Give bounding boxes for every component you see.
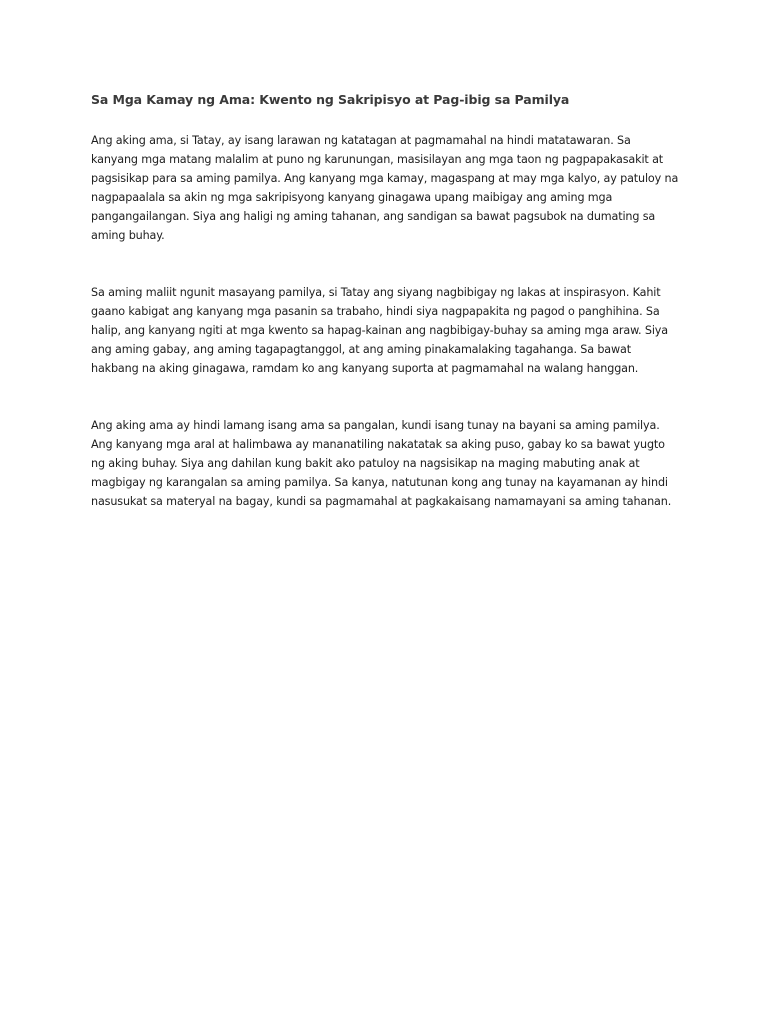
paragraph-line: Ang aking ama, si Tatay, ay isang larawan ng katatagan at pagmamahal na hindi matatawaran. Sa — [91, 134, 631, 147]
paragraph-line: Ang kanyang mga aral at halimbawa ay mananatiling nakatatak sa aking puso, gabay ko sa bawat yugto — [91, 438, 665, 451]
paragraph-line: magbigay ng karangalan sa aming pamilya. Sa kanya, natutunan kong ang tunay na kayamanan ay hindi — [91, 476, 668, 489]
paragraph-line: aming buhay. — [91, 229, 165, 242]
paragraph-1 — [91, 131, 678, 245]
paragraph-line: nasusukat sa materyal na bagay, kundi sa pagmamahal at pagkakaisang namamayani sa aming tahanan. — [91, 495, 672, 508]
paragraph-line: kanyang mga matang malalim at puno ng karunungan, masisilayan ang mga taon ng pagpapakasakit at — [91, 153, 664, 166]
paragraph-line: nagpapaalala sa akin ng mga sakripisyong kanyang ginagawa upang maibigay ang aming mga — [91, 191, 613, 204]
paragraph-line: halip, ang kanyang ngiti at mga kwento sa hapag-kainan ang nagbibigay-buhay sa aming mga araw. Siya — [91, 324, 668, 337]
paragraph-line: Sa aming maliit ngunit masayang pamilya, si Tatay ang siyang nagbibigay ng lakas at inspirasyon. Kahit — [91, 286, 661, 299]
paragraph-line: ng aking buhay. Siya ang dahilan kung bakit ako patuloy na nagsisikap na maging mabuting anak at — [91, 457, 640, 470]
paragraph-line: ang aming gabay, ang aming tagapagtanggol, at ang aming pinakamalaking tagahanga. Sa bawat — [91, 343, 631, 356]
paragraph-line: Ang aking ama ay hindi lamang isang ama sa pangalan, kundi isang tunay na bayani sa aming pamilya. — [91, 419, 660, 432]
paragraph-2 — [91, 283, 668, 378]
paragraph-line: pagsisikap para sa aming pamilya. Ang kanyang mga kamay, magaspang at may mga kalyo, ay patuloy na — [91, 172, 679, 185]
paragraph-line: gaano kabigat ang kanyang mga pasanin sa trabaho, hindi siya nagpapakita ng pagod o panghihina. Sa — [91, 305, 660, 318]
paragraph-3 — [91, 416, 671, 511]
document-title: Sa Mga Kamay ng Ama: Kwento ng Sakripisyo at Pag-ibig sa Pamilya — [91, 92, 570, 107]
paragraph-line: hakbang na aking ginagawa, ramdam ko ang kanyang suporta at pagmamahal na walang hanggan. — [91, 362, 639, 375]
paragraph-line: pangangailangan. Siya ang haligi ng aming tahanan, ang sandigan sa bawat pagsubok na dumating sa — [91, 210, 656, 223]
